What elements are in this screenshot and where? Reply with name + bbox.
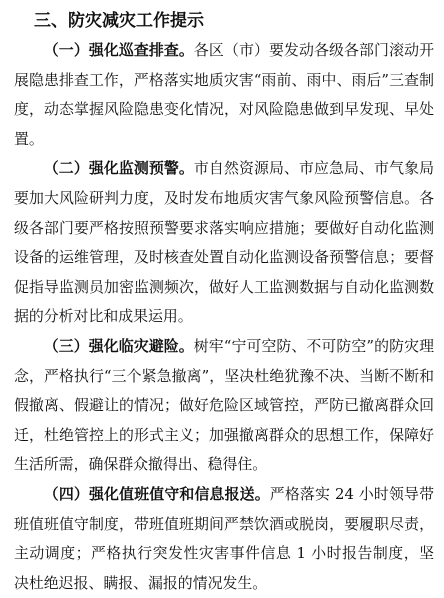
paragraph-lead: （一）强化巡查排查。 [43,41,194,59]
section-heading: 三、防灾减灾工作提示 [34,11,204,31]
paragraph-lead: （四）强化值班值守和信息报送。 [43,484,270,503]
paragraph-lead: （二）强化监测预警。 [43,159,194,178]
paragraph-monitoring [14,154,434,332]
paragraph-body: 严格落实 24 小时领导带班值班值守制度，带班值班期间严禁饮酒或脱岗，要履职尽责，主动调度；严格执行突发性灾害事件信息 1 小时报告制度，坚决杜绝迟报、瞒报、漏报的情况发生。 [14,484,434,592]
paragraph-body: 市自然资源局、市应急局、市气象局要加大风险研判力度，及时发布地质灾害气象风险预警信息。各级各部门要严格按照预警要求落实响应措施；要做好自动化监测设备的运维管理，及时核查处置自动化监测设备预警信息；要督促指导监测员加密监测频次，做好人工监测数据与自动化监测数据的分析对比和成果运用。 [14,159,434,326]
paragraph-lead: （三）强化临灾避险。 [43,336,194,355]
paragraph-inspection [14,36,434,154]
paragraph-duty [14,480,434,598]
paragraph-evacuation [14,332,434,480]
paragraph-body: 树牢“宁可空防、不可防空”的防灾理念，严格执行“三个紧急撤离”，坚决杜绝犹豫不决、当断不断和假撤离、假避让的情况；做好危险区域管控，严防已撤离群众回迁，杜绝管控上的形式主义；加强撤离群众的思想工作，保障好生活所需，确保群众撤得出、稳得住。 [14,336,434,474]
paragraph-body: 各区（市）要发动各级各部门滚动开展隐患排查工作，严格落实地质灾害“雨前、雨中、雨后”三查制度，动态掌握风险隐患变化情况，对风险隐患做到早发现、早处置。 [14,41,434,148]
